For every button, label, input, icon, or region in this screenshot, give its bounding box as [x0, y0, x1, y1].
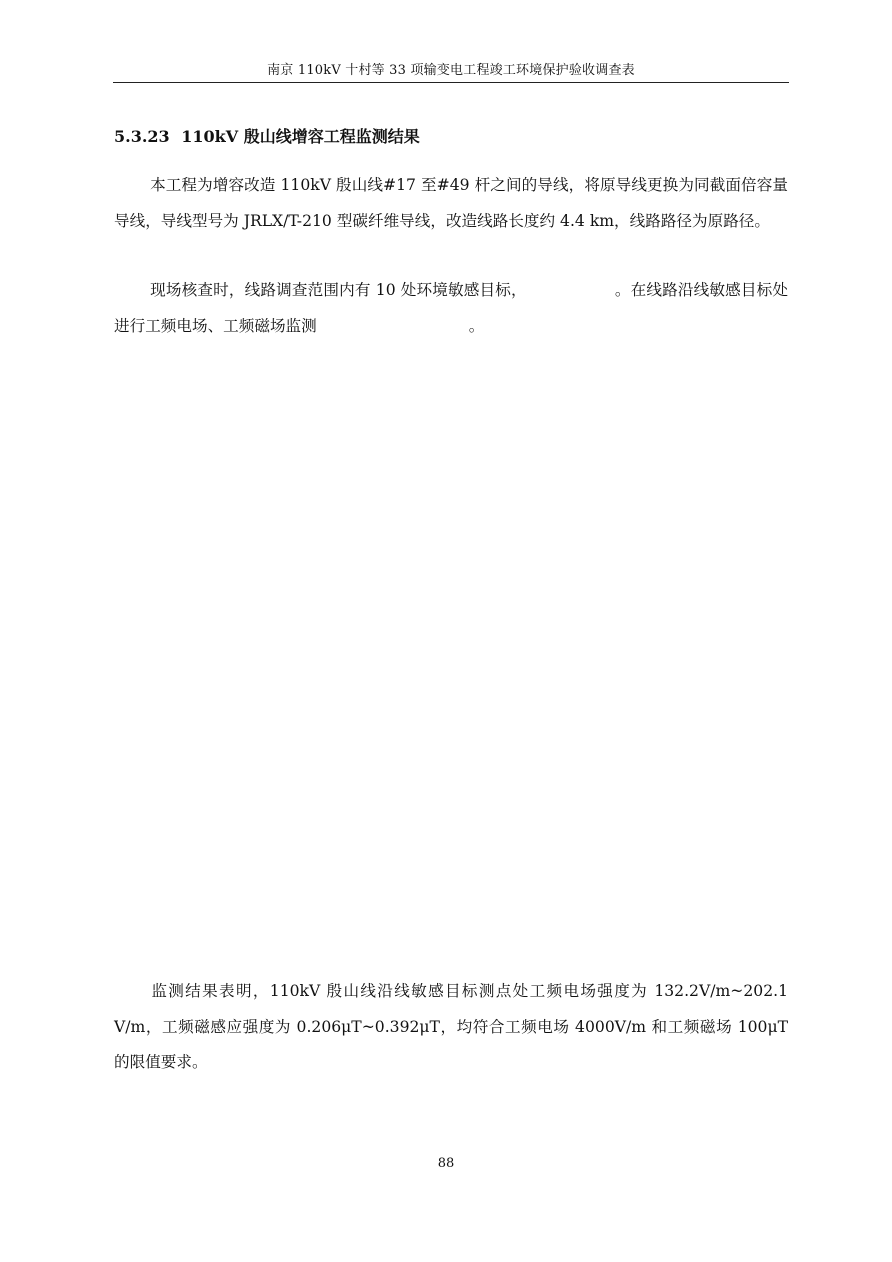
header-divider [113, 82, 789, 83]
paragraph-text-part-3: 。 [468, 316, 485, 335]
paragraph-text: 监测结果表明，110kV 殷山线沿线敏感目标测点处工频电场强度为 132.2V/m~202.1 V/m，工频磁感应强度为 0.206μT~0.392μT，均符合工频电场 4000V/m 和工频磁场 100μT 的限值要求。 [114, 982, 788, 1071]
paragraph-text-part-1: 现场核查时，线路调查范围内有 10 处环境敏感目标， [150, 281, 527, 299]
section-number: 5.3.23 [114, 127, 170, 146]
section-title: 110kV 殷山线增容工程监测结果 [181, 127, 420, 146]
paragraph-site-check [114, 273, 788, 344]
section-heading [114, 125, 420, 149]
page-header: 南京 110kV 十村等 33 项输变电工程竣工环境保护验收调查表 [267, 63, 635, 78]
paragraph-project-description [114, 168, 788, 239]
paragraph-text-part-2: 。在线路沿线敏感目标处进行工频电场、工频磁场监测 [114, 281, 788, 335]
paragraph-monitoring-result [114, 974, 788, 1081]
page-number: 88 [437, 1156, 455, 1171]
paragraph-text: 本工程为增容改造 110kV 殷山线#17 至#49 杆之间的导线，将原导线更换为同截面倍容量导线，导线型号为 JRLX/T-210 型碳纤维导线，改造线路长度约 4.4 km，线路路径为原路径。 [114, 176, 788, 230]
